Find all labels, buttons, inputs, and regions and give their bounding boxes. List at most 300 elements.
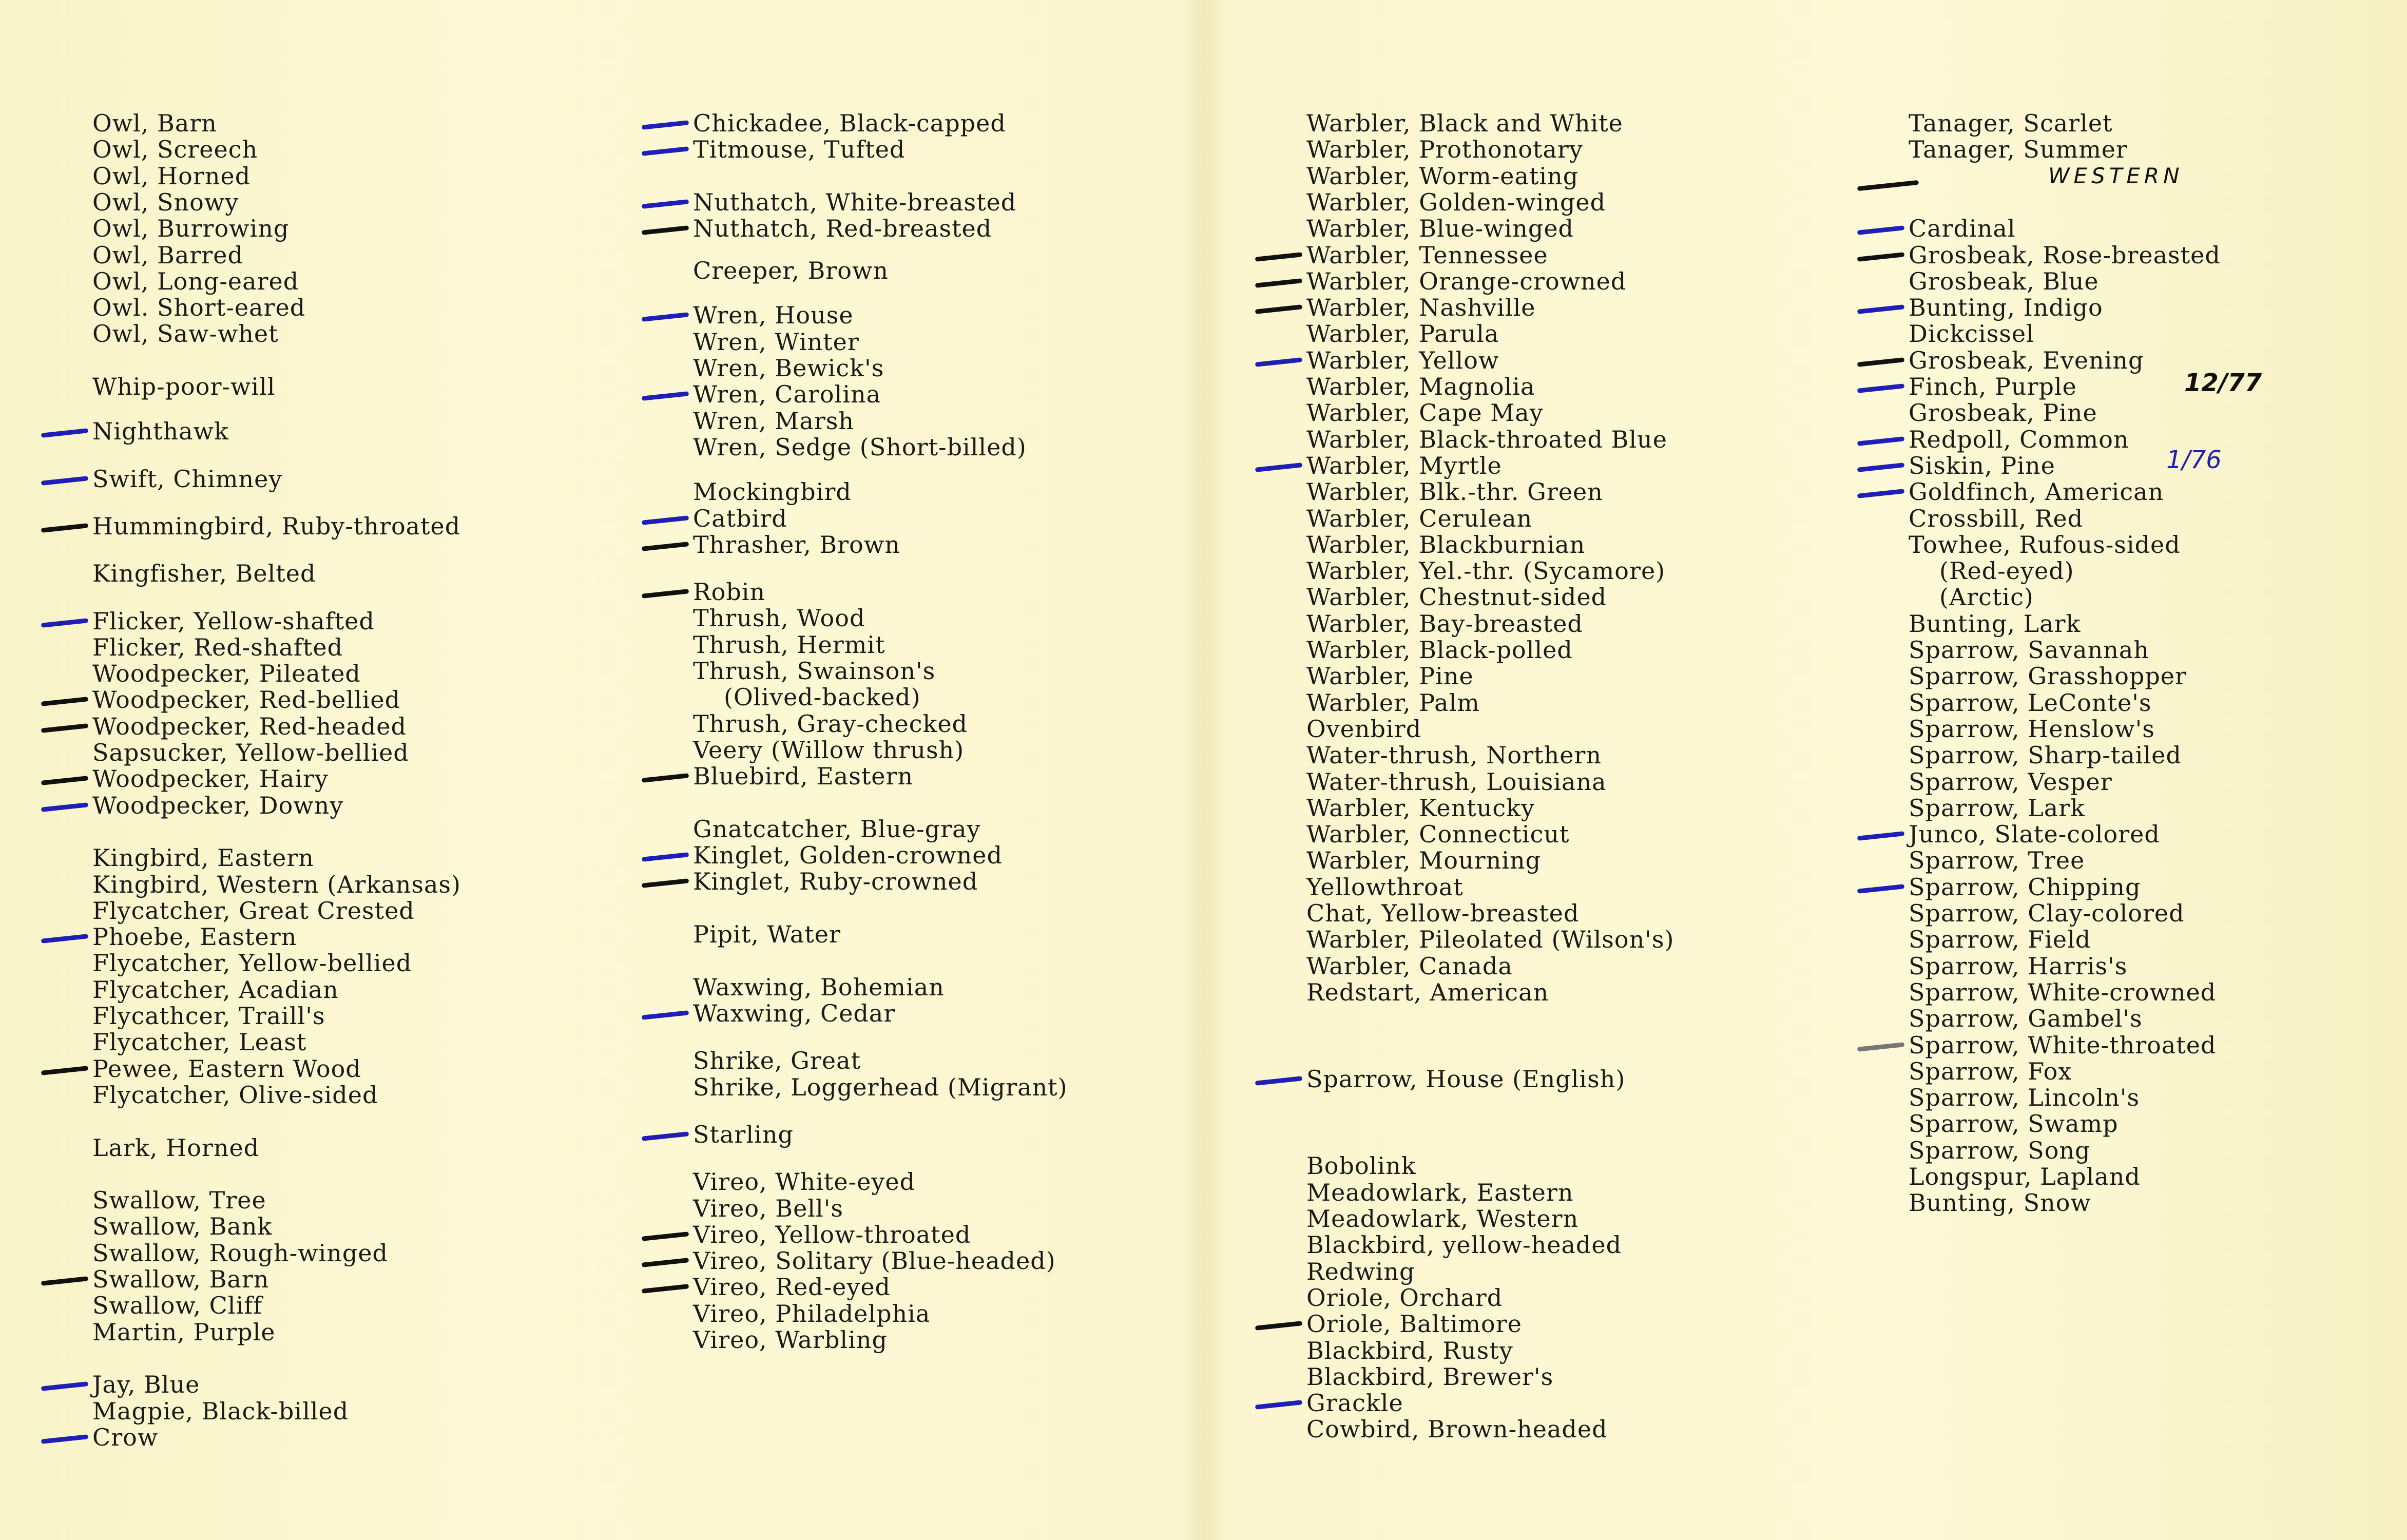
checklist-column-3 <box>1306 0 1907 1540</box>
bird-name: Kinglet, Ruby-crowned <box>693 868 978 896</box>
bird-name: Wren, House <box>693 301 854 330</box>
bird-name: Warbler, Cape May <box>1306 399 1544 427</box>
bird-name: Owl, Barred <box>92 241 243 269</box>
bird-name: Shrike, Great <box>693 1047 861 1075</box>
bird-name: Hummingbird, Ruby-throated <box>92 512 461 540</box>
bird-name: Warbler, Yel.-thr. (Sycamore) <box>1306 557 1666 585</box>
checklist-entry <box>1306 427 1667 452</box>
check-mark <box>41 1066 88 1075</box>
bird-name: Owl, Snowy <box>92 188 239 216</box>
bird-name: Blackbird, Brewer's <box>1306 1362 1554 1391</box>
checklist-entry <box>1909 1138 2091 1163</box>
bird-name: Sapsucker, Yellow-bellied <box>92 739 409 767</box>
checklist-entry <box>693 974 945 1000</box>
bird-name: Owl. Short-eared <box>92 294 306 322</box>
checklist-entry <box>693 1122 794 1147</box>
checklist-entry <box>92 634 343 660</box>
bird-name: Wren, Sedge (Short-billed) <box>693 433 1027 461</box>
checklist-entry <box>1306 1311 1522 1337</box>
bird-name: Towhee, Rufous-sided <box>1909 530 2181 559</box>
checklist-entry <box>92 714 407 739</box>
bird-name: Shrike, Loggerhead (Migrant) <box>693 1073 1068 1101</box>
checklist-entry <box>693 110 1006 136</box>
checklist-entry <box>693 684 920 710</box>
checklist-entry <box>92 1214 272 1239</box>
bird-name: Sparrow, Swamp <box>1909 1110 2119 1138</box>
checklist-entry <box>1306 1416 1608 1442</box>
checklist-entry <box>1909 1190 2091 1216</box>
bird-name: Cardinal <box>1909 215 2016 243</box>
checklist-entry <box>92 110 217 136</box>
bird-name: Waxwing, Cedar <box>693 999 896 1027</box>
checklist-entry <box>1909 110 2113 136</box>
checklist-entry <box>1306 400 1544 426</box>
checklist-entry <box>92 1003 325 1029</box>
bird-name: Cowbird, Brown-headed <box>1306 1415 1608 1443</box>
bird-name: Warbler, Palm <box>1306 688 1480 717</box>
checklist-entry <box>1909 1032 2216 1058</box>
check-mark <box>41 723 88 733</box>
handwritten-western: WESTERN <box>2048 163 2184 188</box>
bird-name: Kingbird, Western (Arkansas) <box>92 870 461 898</box>
bird-name: Warbler, Prothonotary <box>1306 136 1583 164</box>
bird-name: Goldfinch, American <box>1909 478 2164 506</box>
checklist-entry <box>1306 637 1573 663</box>
checklist-entry <box>1909 242 2221 268</box>
bird-name: Flycatcher, Acadian <box>92 975 339 1004</box>
bird-name: Warbler, Connecticut <box>1306 820 1570 849</box>
checklist-entry <box>92 1135 259 1161</box>
bird-name: Owl, Long-eared <box>92 267 299 295</box>
checklist-entry <box>693 355 884 381</box>
checklist-entry <box>1306 821 1569 847</box>
bird-name: Magpie, Black-billed <box>92 1397 349 1425</box>
check-mark <box>41 697 88 707</box>
bird-name: Warbler, Pine <box>1306 662 1474 690</box>
bird-name: Warbler, Magnolia <box>1306 373 1535 400</box>
checklist-entry <box>693 1327 888 1353</box>
bird-name: Whip-poor-will <box>92 373 276 400</box>
checklist-entry <box>1306 979 1549 1005</box>
checklist-entry <box>1306 611 1583 637</box>
checklist-entry <box>92 1398 349 1424</box>
bird-name: Gnatcatcher, Blue-gray <box>693 815 981 843</box>
bird-name: Warbler, Canada <box>1306 952 1513 980</box>
checklist-entry <box>92 898 415 923</box>
checklist-entry <box>1306 506 1532 531</box>
bird-name: Sparrow, White-crowned <box>1909 978 2217 1006</box>
bird-name: Swallow, Tree <box>92 1186 266 1215</box>
bird-name: Ovenbird <box>1306 715 1422 743</box>
bird-name: Nuthatch, Red-breasted <box>693 215 992 243</box>
checklist-entry <box>1909 637 2149 663</box>
checklist-entry <box>1909 953 2127 979</box>
bird-name: Warbler, Bay-breasted <box>1306 609 1583 638</box>
bird-name: Woodpecker, Red-headed <box>92 712 407 740</box>
checklist-entry <box>92 661 361 686</box>
checklist-entry <box>693 302 854 328</box>
bird-name: Redpoll, Common <box>1909 425 2129 453</box>
bird-name: Warbler, Yellow <box>1306 346 1499 374</box>
checklist-entry <box>1306 321 1499 346</box>
checklist-entry <box>1306 479 1603 505</box>
checklist-entry <box>1909 137 2128 162</box>
checklist-entry <box>92 793 343 818</box>
checklist-entry <box>92 216 289 241</box>
check-mark <box>41 476 88 486</box>
bird-name: Swallow, Rough-winged <box>92 1239 388 1267</box>
bird-name: Thrush, Gray-checked <box>693 709 968 738</box>
check-mark <box>41 1381 88 1391</box>
checklist-entry <box>92 268 299 294</box>
bird-name: Warbler, Pileolated (Wilson's) <box>1306 926 1674 954</box>
checklist-entry <box>1909 1058 2072 1084</box>
bird-name: Sparrow, White-throated <box>1909 1031 2217 1059</box>
checklist-entry <box>92 977 339 1003</box>
bird-name: Tanager, Scarlet <box>1909 109 2113 137</box>
bird-name: Sparrow, Savannah <box>1909 636 2149 664</box>
bird-name: Thrush, Hermit <box>693 630 885 659</box>
checklist-entry <box>1909 821 2160 847</box>
bird-name: Sparrow, Henslow's <box>1909 715 2155 743</box>
checklist-entry <box>693 258 889 283</box>
checklist-entry <box>92 1372 200 1397</box>
bird-name: Sparrow, Field <box>1909 926 2091 954</box>
checklist-entry <box>1909 479 2164 505</box>
bird-name: Flycathcer, Traill's <box>92 1002 325 1030</box>
bird-name: Warbler, Blue-winged <box>1306 215 1574 243</box>
checklist-entry <box>693 605 865 631</box>
bird-name: Sparrow, Fox <box>1909 1057 2072 1085</box>
bird-name: Finch, Purple <box>1909 373 2077 400</box>
checklist-entry <box>1306 110 1623 136</box>
checklist-entry <box>1306 1285 1503 1311</box>
checklist-entry <box>92 1424 158 1450</box>
checklist-entry <box>693 711 968 737</box>
bird-name: Chat, Yellow-breasted <box>1306 899 1580 927</box>
bird-name: Woodpecker, Hairy <box>92 765 329 793</box>
bird-name: Sparrow, Song <box>1909 1136 2091 1164</box>
bird-name: Longspur, Lapland <box>1909 1163 2141 1190</box>
bird-name: Flicker, Red-shafted <box>92 633 343 661</box>
checklist-entry <box>693 408 854 434</box>
bird-name: Woodpecker, Red-bellied <box>92 686 401 714</box>
checklist-entry <box>1909 321 2034 346</box>
bird-name: Swallow, Cliff <box>92 1292 263 1320</box>
bird-name: Grosbeak, Evening <box>1909 346 2144 374</box>
bird-name: Sparrow, Grasshopper <box>1909 662 2187 690</box>
checklist-entry <box>693 1169 915 1195</box>
bird-name: Meadowlark, Western <box>1306 1205 1579 1233</box>
bird-name: Kingfisher, Belted <box>92 560 316 588</box>
checklist-entry <box>1909 611 2081 637</box>
checklist-entry <box>1909 690 2151 716</box>
bird-name: Vireo, Warbling <box>693 1326 888 1354</box>
handwritten-date-evening: 12/77 <box>2184 369 2262 397</box>
checklist-entry <box>693 658 935 684</box>
bird-name: Warbler, Parula <box>1306 320 1499 348</box>
bird-name: Martin, Purple <box>92 1318 276 1346</box>
checklist-entry <box>1909 348 2144 373</box>
check-mark <box>41 523 88 533</box>
checklist-entry <box>693 869 978 894</box>
checklist-column-4 <box>1909 0 2407 1540</box>
bird-name: Grosbeak, Rose-breasted <box>1909 241 2221 269</box>
checklist-entry <box>92 163 251 189</box>
checklist-entry <box>1306 1206 1578 1231</box>
checklist-entry <box>1909 453 2055 478</box>
checklist-entry <box>92 189 239 215</box>
bird-name: Warbler, Black-polled <box>1306 636 1573 664</box>
checklist-entry <box>1909 1006 2143 1031</box>
bird-name: Thrasher, Brown <box>693 530 900 559</box>
bird-name: Pewee, Eastern Wood <box>92 1054 361 1083</box>
checklist-entry <box>92 1319 276 1345</box>
check-mark <box>41 1276 88 1286</box>
checklist-column-2 <box>693 0 1294 1540</box>
checklist-entry <box>1306 848 1541 873</box>
check-mark <box>41 802 88 812</box>
checklist-entry <box>1909 216 2016 241</box>
checklist-entry <box>693 189 1016 215</box>
bird-name: Warbler, Black and White <box>1306 109 1623 137</box>
bird-name: Woodpecker, Downy <box>92 791 344 819</box>
bird-name: Chickadee, Black-capped <box>693 109 1006 137</box>
bird-name: Robin <box>693 578 766 606</box>
bird-name: Warbler, Blackburnian <box>1306 530 1586 559</box>
checklist-entry <box>1306 558 1665 584</box>
checklist-entry <box>1909 532 2181 557</box>
bird-name: Blackbird, Rusty <box>1306 1336 1513 1364</box>
bird-name: Pipit, Water <box>693 920 841 949</box>
checklist-entry <box>693 737 964 763</box>
bird-name: Starling <box>693 1120 794 1148</box>
checklist-entry <box>1306 532 1585 557</box>
bird-name: Warbler, Tennessee <box>1306 241 1548 269</box>
checklist-entry <box>1306 953 1513 979</box>
checklist-entry <box>1909 1111 2119 1137</box>
checklist-entry <box>1306 1232 1622 1258</box>
checklist-entry <box>92 137 258 162</box>
check-mark <box>41 1434 88 1444</box>
handwritten-date-redpoll: 1/76 <box>2166 446 2222 474</box>
bird-name: Grackle <box>1306 1389 1403 1417</box>
checklist-entry <box>693 1301 930 1326</box>
bird-name: Grosbeak, Blue <box>1909 267 2099 295</box>
checklist-entry <box>693 921 841 947</box>
bird-name: Vireo, Bell's <box>693 1194 843 1222</box>
checklist-entry <box>1909 558 2074 584</box>
bird-name: (Arctic) <box>1939 583 2034 611</box>
checklist-entry <box>1909 584 2034 610</box>
bird-name: Sparrow, Lark <box>1909 794 2086 822</box>
checklist-entry <box>1306 348 1499 373</box>
bird-name: Redwing <box>1306 1257 1415 1285</box>
check-mark <box>41 618 88 628</box>
check-mark <box>41 428 88 438</box>
bird-name: Thrush, Swainson's <box>693 657 936 685</box>
bird-name: (Red-eyed) <box>1939 557 2074 585</box>
checklist-entry <box>92 1082 378 1108</box>
bird-name: Warbler, Mourning <box>1306 846 1542 875</box>
checklist-entry <box>1909 927 2091 952</box>
bird-name: Sparrow, Harris's <box>1909 952 2128 980</box>
checklist-entry <box>693 579 765 605</box>
checklist-entry <box>693 381 881 407</box>
bird-name: Wren, Winter <box>693 328 859 356</box>
checklist-entry <box>1306 1066 1625 1092</box>
checklist-entry <box>1306 900 1579 926</box>
bird-name: Warbler, Myrtle <box>1306 451 1502 479</box>
bird-name: Siskin, Pine <box>1909 451 2055 479</box>
checklist-entry <box>92 466 282 492</box>
checklist-entry <box>1306 1153 1416 1179</box>
bird-name: Meadowlark, Eastern <box>1306 1178 1574 1206</box>
checklist-entry <box>1306 1338 1513 1363</box>
bird-name: Sparrow, Chipping <box>1909 873 2141 901</box>
checklist-entry <box>1306 769 1607 795</box>
checklist-entry <box>693 1074 1068 1100</box>
checklist-entry <box>693 816 981 842</box>
checklist-entry <box>693 216 992 241</box>
bird-name: Waxwing, Bohemian <box>693 973 945 1001</box>
checklist-entry <box>92 872 461 897</box>
checklist-entry <box>1306 716 1421 742</box>
bird-name: Sparrow, Lincoln's <box>1909 1084 2140 1112</box>
bird-name: Owl, Screech <box>92 136 258 164</box>
checklist-entry <box>693 1248 1056 1274</box>
checklist-entry <box>92 561 316 586</box>
checklist-entry <box>92 418 229 444</box>
checklist-entry <box>1909 268 2099 294</box>
bird-name: Jay, Blue <box>92 1371 200 1399</box>
checklist-entry <box>92 1240 388 1266</box>
checklist-entry <box>92 242 243 268</box>
bird-name: Grosbeak, Pine <box>1909 399 2097 427</box>
checklist-entry <box>1306 242 1548 268</box>
bird-name: Oriole, Baltimore <box>1306 1310 1522 1338</box>
checklist-entry <box>693 137 905 162</box>
checklist-entry <box>92 321 279 346</box>
bird-name: Blackbird, yellow-headed <box>1306 1231 1622 1259</box>
bird-name: Yellowthroat <box>1306 873 1464 901</box>
checklist-entry <box>1909 874 2141 900</box>
checklist-entry <box>693 1000 895 1026</box>
bird-name: Warbler, Golden-winged <box>1306 188 1606 216</box>
checklist-entry <box>1306 795 1535 821</box>
checklist-entry <box>1909 506 2083 531</box>
bird-name: Sparrow, House (English) <box>1306 1065 1626 1093</box>
bird-name: Water-thrush, Northern <box>1306 741 1602 769</box>
bird-name: Kingbird, Eastern <box>92 844 314 872</box>
checklist-entry <box>92 687 400 713</box>
checklist-entry <box>92 924 297 950</box>
checklist-entry <box>1306 927 1674 952</box>
bird-name: Thrush, Wood <box>693 604 865 632</box>
bird-name: Redstart, American <box>1306 978 1549 1006</box>
checklist-entry <box>1909 795 2085 821</box>
bird-name: Wren, Marsh <box>693 407 855 435</box>
bird-name: Warbler, Worm-eating <box>1306 162 1579 190</box>
bird-name: Sparrow, Sharp-tailed <box>1909 741 2182 769</box>
bird-name: Creeper, Brown <box>693 257 889 285</box>
checklist-entry <box>92 950 412 976</box>
checklist-entry <box>1909 295 2103 320</box>
check-mark <box>41 934 88 944</box>
checklist-entry <box>693 1274 891 1300</box>
bird-name: Bobolink <box>1306 1152 1416 1180</box>
bird-name: Warbler, Chestnut-sided <box>1306 583 1607 611</box>
bird-name: Titmouse, Tufted <box>693 136 906 164</box>
bird-name: Crow <box>92 1423 159 1451</box>
bird-name: Vireo, White-eyed <box>693 1168 916 1196</box>
checklist-entry <box>1909 1164 2141 1189</box>
bird-name: Owl, Horned <box>92 162 251 190</box>
bird-name: Sparrow, LeConte's <box>1909 688 2152 717</box>
bird-name: Bunting, Lark <box>1909 609 2081 638</box>
bird-name: Vireo, Solitary (Blue-headed) <box>693 1247 1056 1275</box>
bird-name: Flycatcher, Great Crested <box>92 896 415 925</box>
bird-name: Crossbill, Red <box>1909 504 2084 532</box>
bird-name: Sparrow, Vesper <box>1909 767 2112 796</box>
checklist-entry <box>693 479 852 505</box>
checklist-entry <box>693 763 913 789</box>
checklist-entry <box>1306 295 1536 320</box>
checklist-entry <box>92 740 409 765</box>
bird-name: Owl, Burrowing <box>92 215 290 243</box>
checklist-entry <box>1306 216 1574 241</box>
checklist-entry <box>92 1266 269 1292</box>
checklist-entry <box>92 608 375 634</box>
bird-name: Woodpecker, Pileated <box>92 660 361 688</box>
bird-name: Swallow, Bank <box>92 1212 273 1241</box>
checklist-entry <box>693 1222 971 1247</box>
bird-name: Water-thrush, Louisiana <box>1306 767 1607 796</box>
checklist-entry <box>92 766 329 792</box>
bird-name: Flycatcher, Olive-sided <box>92 1081 378 1109</box>
checklist-entry <box>693 329 859 355</box>
bird-name: Oriole, Orchard <box>1306 1283 1503 1312</box>
bird-name: Nuthatch, White-breasted <box>693 188 1017 216</box>
bird-name: Warbler, Blk.-thr. Green <box>1306 478 1603 506</box>
bird-name: Warbler, Kentucky <box>1306 794 1535 822</box>
checklist-entry <box>1909 848 2085 873</box>
checklist-entry <box>1306 1390 1403 1416</box>
checklist-entry <box>1306 874 1464 900</box>
checklist-entry <box>693 1196 843 1221</box>
checklist-entry <box>693 532 900 557</box>
checklist-entry <box>1909 374 2077 399</box>
bird-name: Sparrow, Tree <box>1909 846 2085 875</box>
checklist-entry <box>1909 769 2112 795</box>
checklist-entry <box>693 434 1027 460</box>
checklist-entry <box>1306 268 1626 294</box>
bird-name: Nighthawk <box>92 417 229 446</box>
checklist-entry <box>1909 742 2182 768</box>
bird-name: Junco, Slate-colored <box>1909 820 2160 849</box>
checklist-entry <box>92 845 314 871</box>
bird-name: Owl, Barn <box>92 109 217 137</box>
checklist-entry <box>1306 137 1583 162</box>
checklist-entry <box>1909 663 2187 689</box>
checklist-entry <box>1909 400 2097 426</box>
bird-name: Bunting, Indigo <box>1909 294 2103 322</box>
bird-name: Swallow, Barn <box>92 1265 269 1294</box>
bird-name: (Olived-backed) <box>724 683 921 711</box>
bird-name: Warbler, Nashville <box>1306 294 1536 322</box>
checklist-entry <box>693 632 885 658</box>
bird-name: Vireo, Red-eyed <box>693 1273 891 1301</box>
